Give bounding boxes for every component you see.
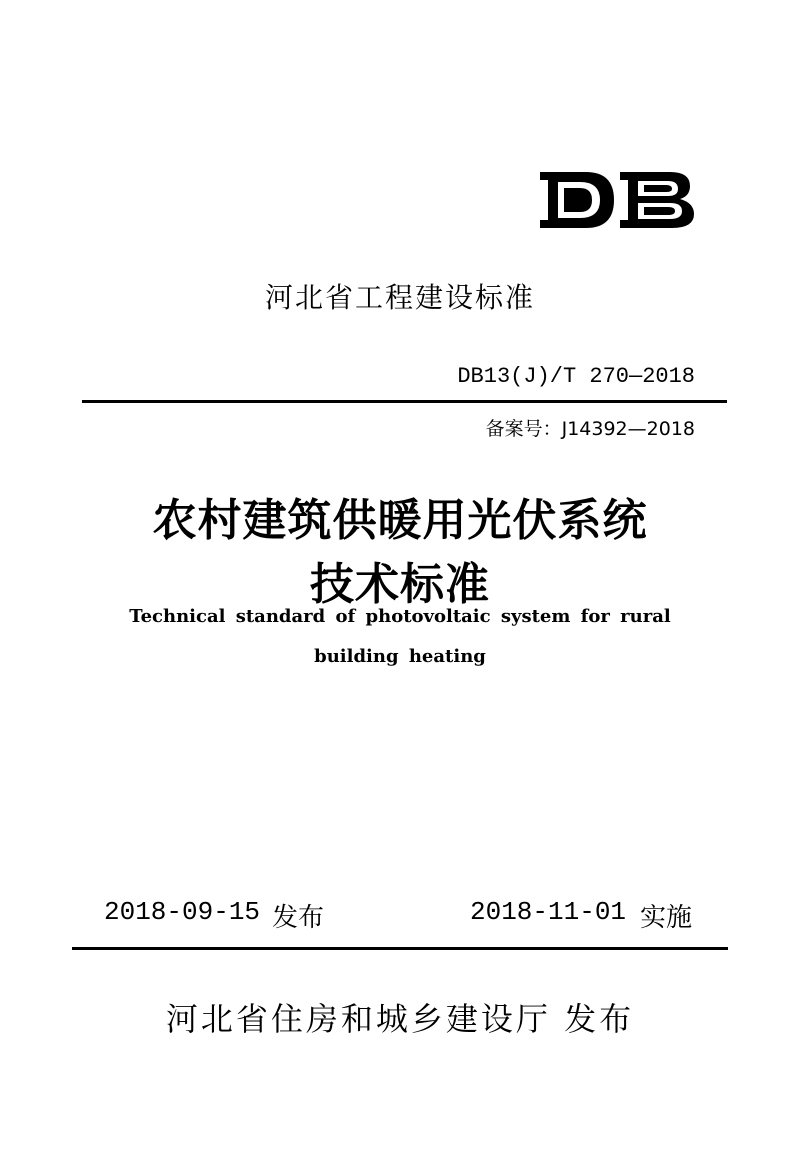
implementation-date: 2018-11-01 (470, 897, 627, 927)
english-title-line1: Technical standard of photovoltaic system for rural (129, 606, 671, 627)
issue-label: 发布 (272, 903, 325, 933)
issue-date: 2018-09-15 (104, 897, 261, 927)
top-divider (82, 400, 727, 403)
document-title-line2: 技术标准 (310, 559, 490, 610)
document-title-line1: 农村建筑供暖用光伏系统 (152, 495, 648, 546)
db-logo (536, 168, 696, 232)
implementation-label: 实施 (640, 903, 693, 933)
english-title-line2: building heating (314, 646, 486, 667)
standard-number: DB13(J)/T 270—2018 (457, 364, 695, 389)
bottom-divider (72, 947, 728, 950)
record-number: 备案号：J14392—2018 (485, 418, 695, 440)
publisher: 河北省住房和城乡建设厅 发布 (165, 1000, 635, 1038)
issuer-title: 河北省工程建设标准 (264, 281, 535, 314)
